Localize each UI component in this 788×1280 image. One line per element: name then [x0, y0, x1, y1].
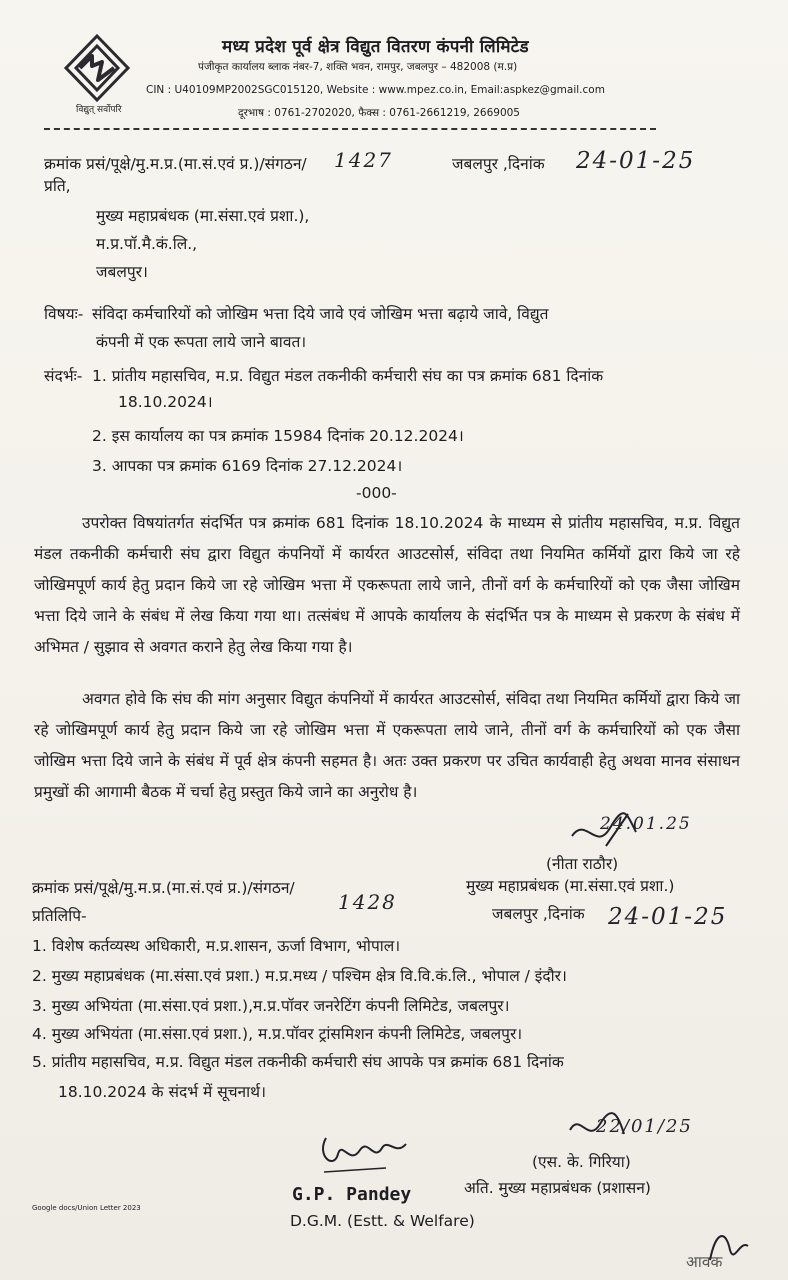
reference-label: संदर्भः- — [44, 367, 83, 385]
company-cin: CIN : U40109MP2002SGC015120, Website : www.mpez.co.in, Email:aspkez@gmail.com — [146, 84, 605, 96]
letter-date: 24-01-25 — [576, 148, 696, 174]
signature-date: 24.01.25 — [600, 814, 692, 834]
subject-line-2: कंपनी में एक रूपता लाये जाने बावत। — [96, 333, 307, 351]
copy-item-5: 5. प्रांतीय महासचिव, म.प्र. विद्युत मंडल तकनीकी कर्मचारी संघ आपके पत्र क्रमांक 681 दिनांक — [32, 1053, 564, 1071]
letter-place-date-label: जबलपुर ,दिनांक — [452, 155, 545, 173]
to-label: प्रति, — [44, 177, 71, 195]
signature-2-date: 22/01/25 — [596, 1116, 693, 1137]
copy-ref-label: क्रमांक प्रसं/पूक्षे/मु.म.प्र.(मा.सं.एवं प्र.)/संगठन/ — [32, 879, 295, 897]
copy-item-3: 3. मुख्य अभियंता (मा.संसा.एवं प्रशा.),म.प्र.पॉवर जनरेटिंग कंपनी लिमिटेड, जबलपुर। — [32, 997, 510, 1015]
copy-signatory-name: (एस. के. गिरिया) — [532, 1153, 631, 1171]
logo-caption: विद्युत् सर्वोपरि — [76, 105, 122, 115]
signatory-name: (नीता राठौर) — [546, 855, 619, 873]
header-divider — [44, 128, 656, 130]
stamp-signature-mark — [316, 1126, 416, 1178]
corner-initials-mark — [700, 1220, 760, 1270]
copy-title: प्रतिलिपि- — [32, 907, 87, 925]
copy-ref-number: 1428 — [338, 890, 397, 914]
company-phone: दूरभाष : 0761-2702020, फैक्स : 0761-2661219, 2669005 — [238, 107, 520, 119]
copy-item-4: 4. मुख्य अभियंता (मा.संसा.एवं प्रशा.), म.प्र.पॉवर ट्रांसमिशन कंपनी लिमिटेड, जबलपुर। — [32, 1025, 523, 1043]
paragraph-1-text: उपरोक्त विषयांतर्गत संदर्भित पत्र क्रमांक 681 दिनांक 18.10.2024 के माध्यम से प्रांतीय महासचिव, म.प्र. विद्युत मंडल तकनीकी कर्मचारी संघ द्वारा विद्युत कंपनियों में कार्यरत आउटसोर्स, संविदा तथा नियमित कर्मियों द्वारा किये जा रहे जोखिमपूर्ण कार्य हेतु प्रदान किये जा रहे जोखिम भत्ता में एकरूपता लाये जाने, तीनों वर्ग के कर्मचारियों को एक जैसा जोखिम भत्ता दिये जाने के संबंध में लेख किया गया था। तत्संबंध में आपके कार्यालय के संदर्भित पत्र के माध्यम से प्रकरण के संबंध में अभिमत / सुझाव से अवगत कराने हेतु लेख किया गया है। — [34, 514, 740, 656]
addressee-line-1: मुख्य महाप्रबंधक (मा.संसा.एवं प्रशा.), — [96, 207, 310, 225]
addressee-line-2: म.प्र.पॉ.मै.कं.लि., — [96, 235, 198, 253]
separator: -000- — [356, 484, 397, 502]
corner-text: आवक — [686, 1253, 723, 1271]
footer-note: Google docs/Union Letter 2023 — [32, 1204, 141, 1212]
paragraph-2-text: अवगत होवे कि संघ की मांग अनुसार विद्युत कंपनियों में कार्यरत आउटसोर्स, संविदा तथा नियमित कर्मियों द्वारा किये जा रहे जोखिमपूर्ण कार्य हेतु प्रदान किये जा रहे जोखिम भत्ता में एकरूपता लाये जाने, तीनों वर्ग के कर्मचारियों को एक जैसा जोखिम भत्ता दिये जाने के संबंध में पूर्व क्षेत्र कंपनी सहमत है। अतः उक्त प्रकरण पर उचित कार्यवाही हेतु अथवा मानव संसाधन प्रमुखों की आगामी बैठक में चर्चा हेतु प्रस्तुत किये जाने का अनुरोध है। — [34, 690, 740, 801]
letter-ref-number: 1427 — [334, 148, 393, 172]
company-name: मध्य प्रदेश पूर्व क्षेत्र विद्युत वितरण कंपनी लिमिटेड — [222, 37, 529, 57]
reference-3: 3. आपका पत्र क्रमांक 6169 दिनांक 27.12.2024। — [92, 457, 403, 475]
signatory-title: मुख्य महाप्रबंधक (मा.संसा.एवं प्रशा.) — [466, 877, 675, 895]
reference-2: 2. इस कार्यालय का पत्र क्रमांक 15984 दिनांक 20.12.2024। — [92, 427, 464, 445]
stamp-name: G.P. Pandey — [292, 1184, 412, 1205]
company-address: पंजीकृत कार्यालय ब्लाक नंबर-7, शक्ति भवन, रामपुर, जबलपुर – 482008 (म.प्र) — [198, 61, 518, 73]
addressee-line-3: जबलपुर। — [96, 263, 148, 281]
copy-signatory-title: अति. मुख्य महाप्रबंधक (प्रशासन) — [464, 1179, 651, 1197]
subject-label: विषयः- — [44, 305, 84, 323]
copy-item-2: 2. मुख्य महाप्रबंधक (मा.संसा.एवं प्रशा.) म.प्र.मध्य / पश्चिम क्षेत्र वि.वि.कं.लि., भोपाल / इंदौर। — [32, 967, 567, 985]
copy-item-1: 1. विशेष कर्तव्यस्थ अधिकारी, म.प्र.शासन, ऊर्जा विभाग, भोपाल। — [32, 937, 401, 955]
reference-1-date: 18.10.2024। — [118, 393, 213, 411]
reference-1: 1. प्रांतीय महासचिव, म.प्र. विद्युत मंडल तकनीकी कर्मचारी संघ का पत्र क्रमांक 681 दिनांक — [92, 367, 604, 385]
body-paragraph-2 — [34, 684, 740, 808]
letter-ref-label: क्रमांक प्रसं/पूक्षे/मु.म.प्र.(मा.सं.एवं प्र.)/संगठन/ — [44, 155, 307, 173]
body-paragraph-1 — [34, 508, 740, 663]
copy-item-5-cont: 18.10.2024 के संदर्भ में सूचनार्थ। — [58, 1083, 266, 1101]
subject-line-1: संविदा कर्मचारियों को जोखिम भत्ता दिये जावे एवं जोखिम भत्ता बढ़ाये जावे, विद्युत — [92, 305, 549, 323]
copy-date: 24-01-25 — [608, 904, 728, 930]
stamp-title: D.G.M. (Estt. & Welfare) — [290, 1212, 475, 1230]
copy-place-date-label: जबलपुर ,दिनांक — [492, 905, 585, 923]
